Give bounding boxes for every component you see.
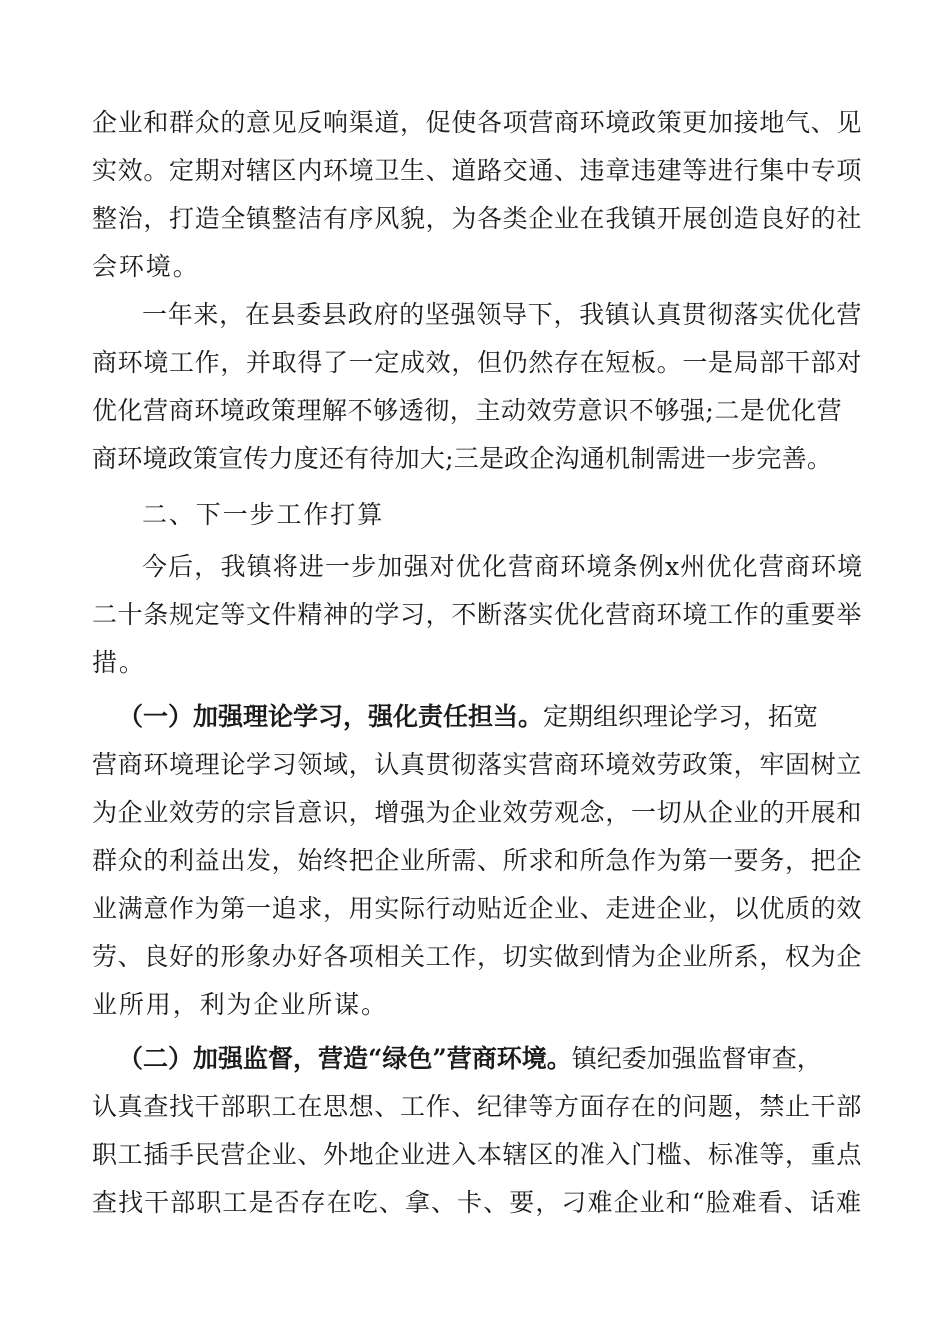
paragraph-line: 二十条规定等文件精神的学习，不断落实优化营商环境工作的重要举 <box>92 600 862 629</box>
subsection-heading: （一）加强理论学习，强化责任担当。 <box>118 702 544 731</box>
paragraph-line: 职工插手民营企业、外地企业进入本辖区的准入门槛、标准等，重点 <box>92 1140 862 1169</box>
paragraph-line: 查找干部职工是否存在吃、拿、卡、要，刁难企业和“脸难看、话难 <box>92 1188 862 1217</box>
paragraph-line: 群众的利益出发，始终把企业所需、所求和所急作为第一要务，把企 <box>92 846 862 875</box>
paragraph-line: 措。 <box>92 648 146 677</box>
paragraph-line: 优化营商环境政策理解不够透彻，主动效劳意识不够强;二是优化营 <box>92 396 842 425</box>
subsection-line <box>118 1040 862 1078</box>
paragraph-line: 为企业效劳的宗旨意识，增强为企业效劳观念，一切从企业的开展和 <box>92 798 862 827</box>
paragraph-line: 企业和群众的意见反响渠道，促使各项营商环境政策更加接地气、见 <box>92 108 862 137</box>
paragraph-line: 会环境。 <box>92 252 200 281</box>
paragraph-line: 商环境工作，并取得了一定成效，但仍然存在短板。一是局部干部对 <box>92 348 862 377</box>
subsection-heading: （二）加强监督，营造“绿色”营商环境。 <box>118 1044 572 1073</box>
subsection-body: 镇纪委加强监督审查， <box>571 1044 822 1073</box>
paragraph-line: 整治，打造全镇整洁有序风貌，为各类企业在我镇开展创造良好的社 <box>92 204 862 233</box>
paragraph-line: 业所用，利为企业所谋。 <box>92 990 388 1019</box>
paragraph-line: 营商环境理论学习领域，认真贯彻落实营商环境效劳政策，牢固树立 <box>92 750 862 779</box>
subsection-line <box>118 698 862 736</box>
paragraph-line: 业满意作为第一追求，用实际行动贴近企业、走进企业，以优质的效 <box>92 894 862 923</box>
paragraph-line: 今后，我镇将进一步加强对优化营商环境条例x州优化营商环境 <box>142 552 864 581</box>
paragraph-line: 认真查找干部职工在思想、工作、纪律等方面存在的问题，禁止干部 <box>92 1092 862 1121</box>
subsection-body: 定期组织理论学习，拓宽 <box>543 702 819 731</box>
paragraph-line: 商环境政策宣传力度还有待加大;三是政企沟通机制需进一步完善。 <box>92 444 832 473</box>
paragraph-line: 实效。定期对辖区内环境卫生、道路交通、违章违建等进行集中专项 <box>92 156 862 185</box>
paragraph-line: 劳、良好的形象办好各项相关工作，切实做到情为企业所系，权为企 <box>92 942 862 971</box>
section-heading: 二、下一步工作打算 <box>142 500 385 529</box>
paragraph-line: 一年来，在县委县政府的坚强领导下，我镇认真贯彻落实优化营 <box>142 300 862 329</box>
